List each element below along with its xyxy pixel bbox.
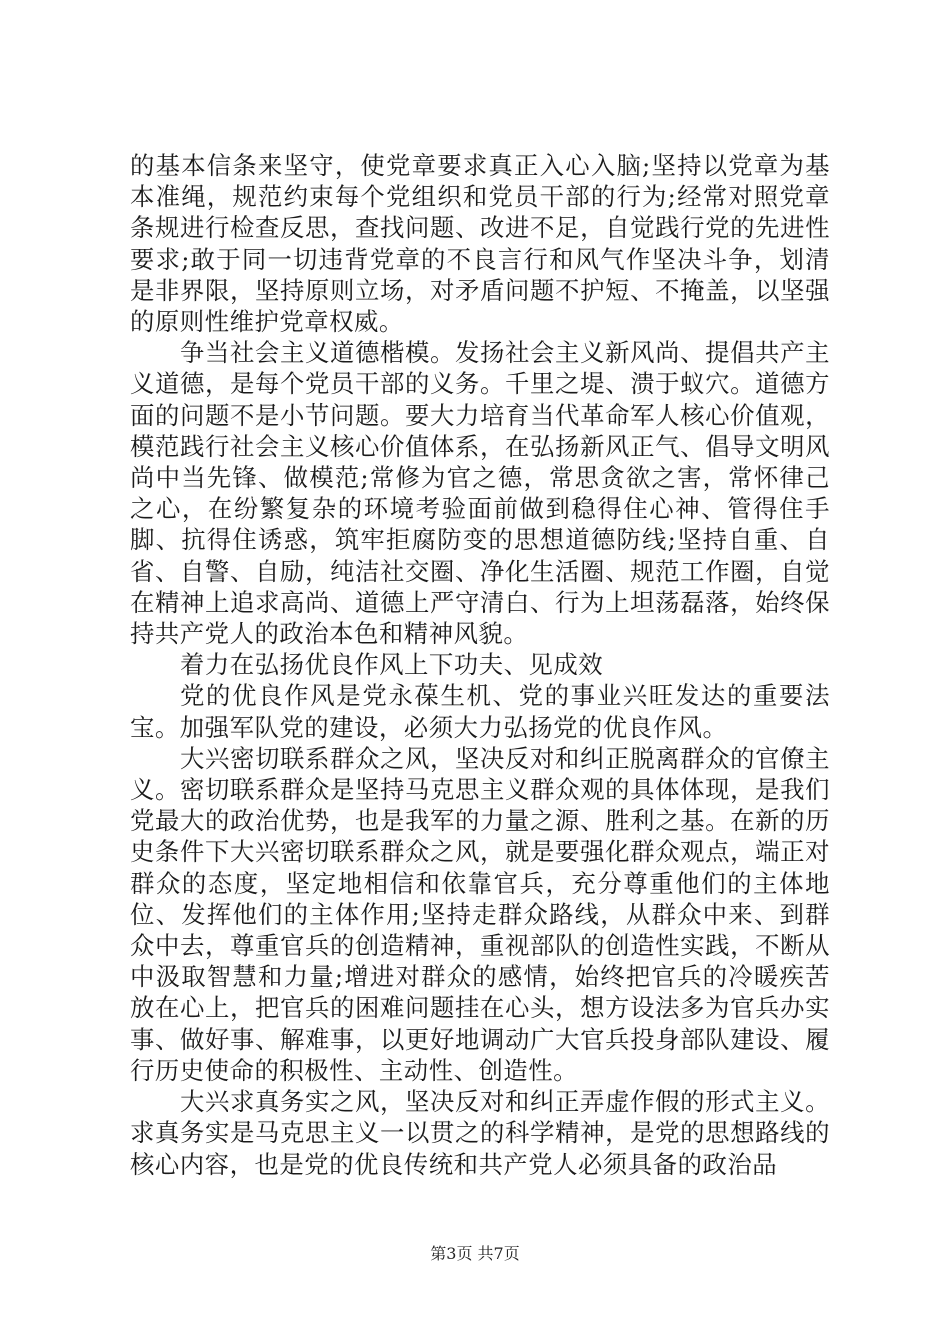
- page-number-footer: 第3页 共7页: [430, 1244, 520, 1263]
- paragraph-4: 大兴密切联系群众之风，坚决反对和纠正脱离群众的官僚主义。密切联系群众是坚持马克思主义群众观的具体体现，是我们党最大的政治优势，也是我军的力量之源、胜利之基。在新的历史条件下大兴密切联系群众之风，就是要强化群众观点，端正对群众的态度，坚定地相信和依靠官兵，充分尊重他们的主体地位、发挥他们的主体作用;坚持走群众路线，从群众中来、到群众中去，尊重官兵的创造精神，重视部队的创造性实践，不断从中汲取智慧和力量;增进对群众的感情，始终把官兵的冷暖疾苦放在心上，把官兵的困难问题挂在心头，想方设法多为官兵办实事、做好事、解难事，以更好地调动广大官兵投身部队建设、履行历史使命的积极性、主动性、创造性。: [130, 743, 830, 1085]
- paragraph-1: 的基本信条来坚守，使党章要求真正入心入脑;坚持以党章为基本准绳，规范约束每个党组织和党员干部的行为;经常对照党章条规进行检查反思，查找问题、改进不足，自觉践行党的先进性要求;敢于同一切违背党章的不良言行和风气作坚决斗争，划清是非界限，坚持原则立场，对矛盾问题不护短、不掩盖，以坚强的原则性维护党章权威。: [130, 151, 830, 337]
- paragraph-2: 争当社会主义道德楷模。发扬社会主义新风尚、提倡共产主义道德，是每个党员干部的义务。千里之堤、溃于蚁穴。道德方面的问题不是小节问题。要大力培育当代革命军人核心价值观，模范践行社会主义核心价值体系，在弘扬新风正气、倡导文明风尚中当先锋、做模范;常修为官之德，常思贪欲之害，常怀律己之心，在纷繁复杂的环境考验面前做到稳得住心神、管得住手脚、抗得住诱惑，筑牢拒腐防变的思想道德防线;坚持自重、自省、自警、自励，纯洁社交圈、净化生活圈、规范工作圈，自觉在精神上追求高尚、道德上严守清白、行为上坦荡磊落，始终保持共产党人的政治本色和精神风貌。: [130, 338, 830, 649]
- paragraph-5: 大兴求真务实之风，坚决反对和纠正弄虚作假的形式主义。求真务实是马克思主义一以贯之的科学精神，是党的思想路线的核心内容，也是党的优良传统和共产党人必须具备的政治品: [130, 1087, 830, 1179]
- document-body: [130, 150, 830, 1180]
- section-heading: 着力在弘扬优良作风上下功夫、见成效: [180, 650, 604, 680]
- paragraph-3: 党的优良作风是党永葆生机、党的事业兴旺发达的重要法宝。加强军队党的建设，必须大力弘扬党的优良作风。: [130, 681, 830, 742]
